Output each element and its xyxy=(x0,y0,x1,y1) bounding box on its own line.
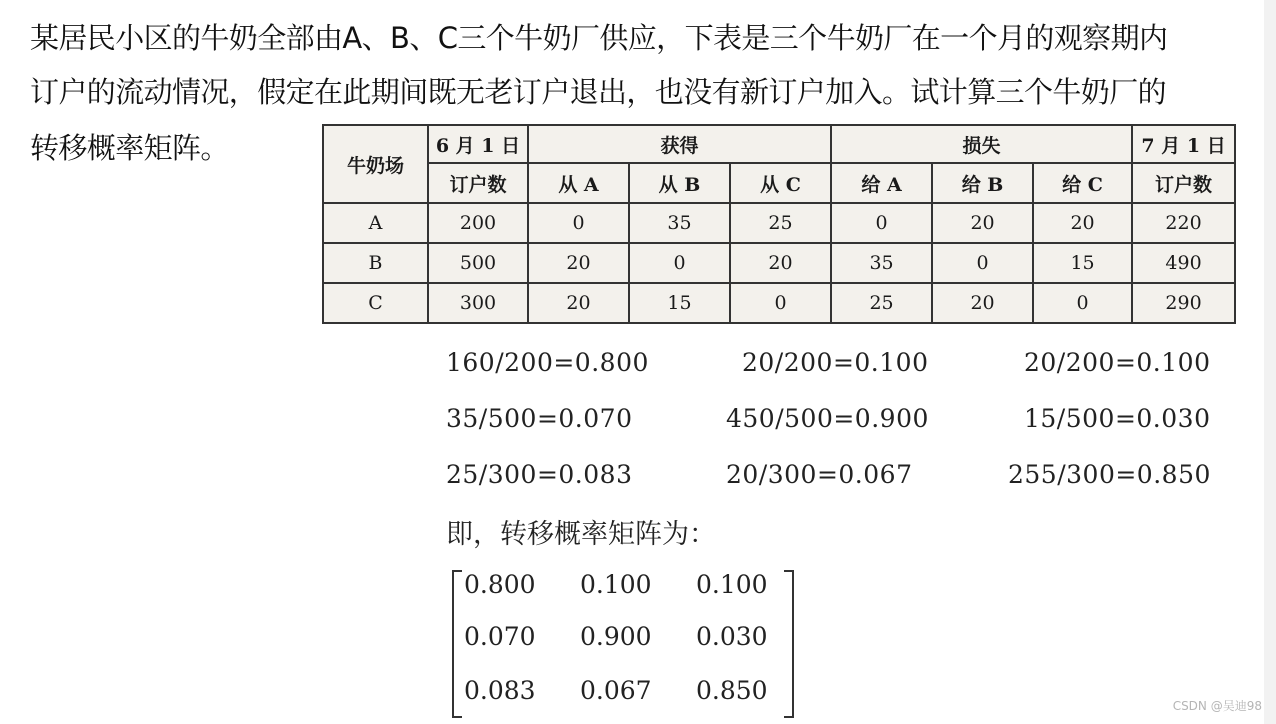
formula: 25/300=0.083 xyxy=(446,460,633,489)
matrix-row xyxy=(464,570,784,618)
matrix-cell: 0.067 xyxy=(580,676,652,705)
cell-to-b: 20 xyxy=(932,283,1033,323)
header-to-c: 给 C xyxy=(1033,163,1132,203)
table-row xyxy=(323,283,1235,323)
cell-end: 220 xyxy=(1132,203,1235,243)
header-end-count: 订户数 xyxy=(1132,163,1235,203)
matrix-row xyxy=(464,622,784,670)
header-loss: 损失 xyxy=(831,125,1132,163)
problem-line-1: 某居民小区的牛奶全部由A、B、C三个牛奶厂供应，下表是三个牛奶厂在一个月的观察期内 xyxy=(30,21,1168,55)
cell-start: 300 xyxy=(428,283,528,323)
formula: 20/200=0.100 xyxy=(742,348,929,377)
matrix-cell: 0.100 xyxy=(580,570,652,599)
formula-row xyxy=(446,348,1246,392)
cell-to-a: 25 xyxy=(831,283,932,323)
problem-line-3: 转移概率矩阵。 xyxy=(30,131,229,165)
formula: 160/200=0.800 xyxy=(446,348,649,377)
header-from-c: 从 C xyxy=(730,163,831,203)
cell-to-c: 20 xyxy=(1033,203,1132,243)
formula: 255/300=0.850 xyxy=(1008,460,1211,489)
watermark: CSDN @吴迪98 xyxy=(1172,699,1262,713)
problem-line-2: 订户的流动情况，假定在此期间既无老订户退出，也没有新订户加入。试计算三个牛奶厂的 xyxy=(30,75,1167,109)
cell-to-c: 0 xyxy=(1033,283,1132,323)
subscriber-flow-table xyxy=(322,124,1236,324)
matrix-cell: 0.083 xyxy=(464,676,536,705)
header-end-date: 7 月 1 日 xyxy=(1132,125,1235,163)
cell-from-a: 20 xyxy=(528,283,629,323)
cell-from-c: 20 xyxy=(730,243,831,283)
matrix-row xyxy=(464,676,784,724)
formula: 20/200=0.100 xyxy=(1024,348,1211,377)
cell-farm: B xyxy=(323,243,428,283)
formula: 35/500=0.070 xyxy=(446,404,633,433)
matrix-cell: 0.850 xyxy=(696,676,768,705)
cell-to-b: 20 xyxy=(932,203,1033,243)
cell-farm: C xyxy=(323,283,428,323)
cell-end: 490 xyxy=(1132,243,1235,283)
header-start-date: 6 月 1 日 xyxy=(428,125,528,163)
cell-to-a: 0 xyxy=(831,203,932,243)
transition-matrix xyxy=(452,566,794,718)
matrix-cell: 0.800 xyxy=(464,570,536,599)
cell-to-a: 35 xyxy=(831,243,932,283)
cell-farm: A xyxy=(323,203,428,243)
cell-from-a: 20 xyxy=(528,243,629,283)
header-from-a: 从 A xyxy=(528,163,629,203)
table-row xyxy=(323,203,1235,243)
cell-from-c: 0 xyxy=(730,283,831,323)
matrix-cell: 0.070 xyxy=(464,622,536,651)
cell-from-b: 35 xyxy=(629,203,730,243)
cell-to-b: 0 xyxy=(932,243,1033,283)
matrix-cell: 0.030 xyxy=(696,622,768,651)
matrix-cell: 0.900 xyxy=(580,622,652,651)
table-row xyxy=(323,243,1235,283)
header-to-b: 给 B xyxy=(932,163,1033,203)
cell-from-c: 25 xyxy=(730,203,831,243)
cell-from-a: 0 xyxy=(528,203,629,243)
header-gain: 获得 xyxy=(528,125,831,163)
formula-row xyxy=(446,460,1246,504)
cell-to-c: 15 xyxy=(1033,243,1132,283)
cell-start: 500 xyxy=(428,243,528,283)
formula: 450/500=0.900 xyxy=(726,404,929,433)
formula-row xyxy=(446,404,1246,448)
cell-end: 290 xyxy=(1132,283,1235,323)
formula: 15/500=0.030 xyxy=(1024,404,1211,433)
cell-from-b: 15 xyxy=(629,283,730,323)
formula: 20/300=0.067 xyxy=(726,460,913,489)
header-farm: 牛奶场 xyxy=(323,125,428,203)
header-from-b: 从 B xyxy=(629,163,730,203)
matrix-intro: 即，转移概率矩阵为： xyxy=(446,519,716,550)
left-bracket xyxy=(452,570,462,718)
header-start-count: 订户数 xyxy=(428,163,528,203)
cell-start: 200 xyxy=(428,203,528,243)
page-edge xyxy=(1264,0,1276,724)
cell-from-b: 0 xyxy=(629,243,730,283)
matrix-cell: 0.100 xyxy=(696,570,768,599)
header-to-a: 给 A xyxy=(831,163,932,203)
